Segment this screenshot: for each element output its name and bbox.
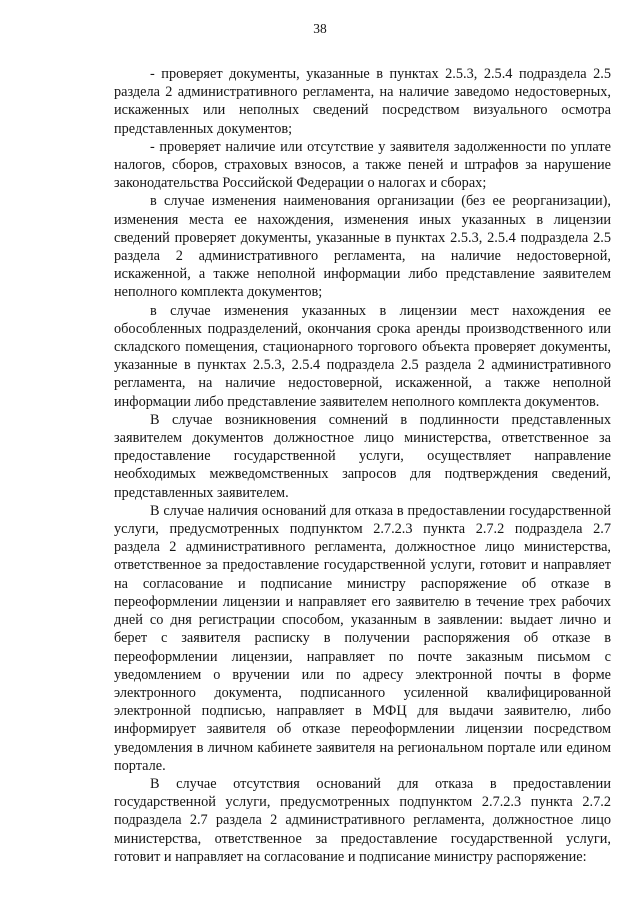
page-number: 38 — [313, 21, 327, 36]
paragraph-authenticity-doubts: В случае возникновения сомнений в подлинности представленных заявителем документов должностное лицо министерства, ответственное за предоставление государственной услуги, осуществляет направление необходимых межведомственных запросов для подтверждения сведений, представленных заявителем. — [114, 411, 611, 501]
paragraph-check-documents: - проверяет документы, указанные в пунктах 2.5.3, 2.5.4 подраздела 2.5 раздела 2 административного регламента, на наличие заведомо недостоверных, искаженных или неполных сведений посредством визуального осмотра представленных документов; — [114, 66, 611, 137]
paragraph-check-tax-debt: - проверяет наличие или отсутствие у заявителя задолженности по уплате налогов, сборов, страховых взносов, а также пеней и штрафов за нарушение законодательства Российской Федерации о налогах и сборах; — [114, 138, 611, 192]
paragraph-location-change: в случае изменения указанных в лицензии мест нахождения ее обособленных подразделений, окончания срока аренды производственного или складского помещения, стационарного торгового объекта проверяет документы, указанные в пунктах 2.5.3, 2.5.4 подраздела 2.5 раздела 2 административного регламента, на наличие недостоверной, искаженной, а также неполной информации либо представление заявителем неполного комплекта документов. — [114, 302, 611, 410]
paragraph-name-change: в случае изменения наименования организации (без ее реорганизации), изменения места ее нахождения, изменения иных указанных в лицензии сведений проверяет документы, указанные в пунктах 2.5.3, 2.5.4 подраздела 2.5 раздела 2 административного регламента, на наличие недостоверной, искаженной, а также неполной информации либо представление заявителем неполного комплекта документов; — [114, 193, 611, 301]
paragraph-refusal-grounds: В случае наличия оснований для отказа в предоставлении государственной услуги, предусмотренных подпунктом 2.7.2.3 пункта 2.7.2 подраздела 2.7 раздела 2 административного регламента, должностное лицо министерства, ответственное за предоставление государственной услуги, готовит и направляет на согласование и подписание министру распоряжение об отказе в переоформлении лицензии и направляет его заявителю в течение трех рабочих дней со дня регистрации способом, указанным в заявлении: выдает лично и берет с заявителя расписку в получении распоряжения об отказе в переоформлении лицензии, направляет по почте заказным письмом с уведомлением о вручении или по адресу электронной почты в форме электронного документа, подписанного усиленной квалифицированной электронной подписью, направляет в МФЦ для выдачи заявителю, либо информирует заявителя об отказе переоформлении лицензии посредством уведомления в личном кабинете заявителя на региональном портале или едином портале. — [114, 502, 611, 774]
document-body — [114, 65, 611, 866]
paragraph-no-refusal-grounds: В случае отсутствия оснований для отказа в предоставлении государственной услуги, предусмотренных подпунктом 2.7.2.3 пункта 2.7.2 подраздела 2.7 раздела 2 административного регламента, должностное лицо министерства, ответственное за предоставление государственной услуги, готовит и направляет на согласование и подписание министру распоряжение: — [114, 775, 611, 865]
